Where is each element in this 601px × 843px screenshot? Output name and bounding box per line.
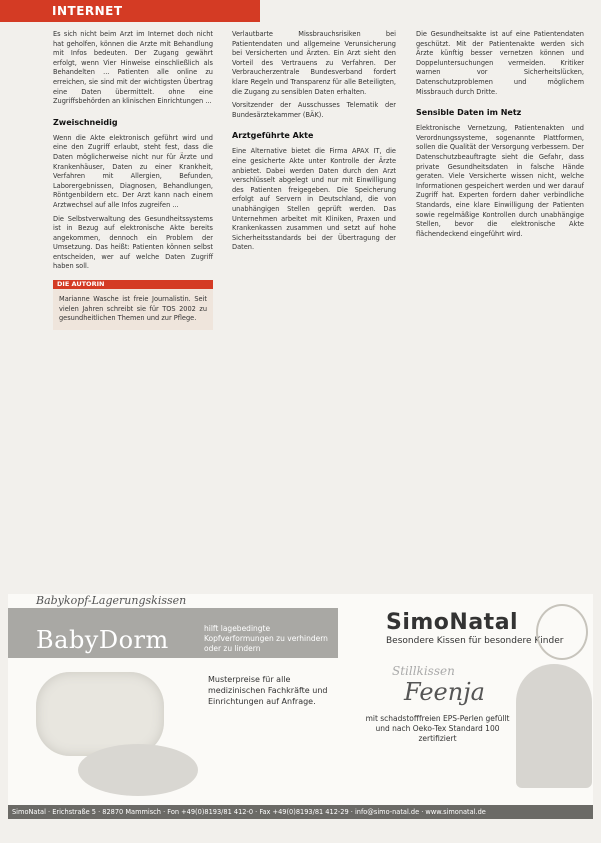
column-3-body: Elektronische Vernetzung, Patientenakten und Verordnungssysteme, sogenannte Plattformen, sollen die Qualität der Versorgung verbessern. Der Datenschutzbeauftragte sieht die Gefahr, dass private Gesundheitsdaten in falsche Hände geraten. Viele Versicherte wissen nicht, welche Informationen gespeichert werden und wer darauf Zugriff hat. Experten fordern daher verbindliche Standards, eine klare Einwilligung der Patienten sowie regelmäßige Kontrollen durch unabhängige Stellen, bevor die elektronische Akte flächendeckend eingeführt wird. — [416, 124, 584, 238]
column-2 — [232, 30, 396, 257]
simonatal-logo: SimoNatal — [386, 610, 519, 635]
column-1-body-1: Wenn die Akte elektronisch geführt wird und eine den Zugriff erlaubt, steht fest, dass die Daten möglicherweise nicht nur für Ärzte und Krankenhäuser, Daten zu einer Krankheit, Verfahren mit Allergien, Befunden, Laborergebnissen, Diagnosen, Behandlungen, Röntgenbildern etc. Der Arzt kann nach einem Arztwechsel auf alle Infos zugreifen ... — [53, 133, 213, 209]
product-kicker: Stillkissen — [392, 664, 455, 678]
babydorm-tagline: hilft lagebedingte Kopfverformungen zu verhindern oder zu lindern — [204, 624, 328, 653]
heading-sensible-daten: Sensible Daten im Netz — [416, 108, 522, 118]
lion-icon — [536, 604, 588, 660]
author-text: Marianne Wasche ist freie Journalistin. Seit vielen Jahren schreibt sie für TOS 2002 zu gesundheitlichen Themen und zur Pflege. — [59, 295, 207, 323]
babydorm-logo: BabyDorm — [36, 626, 169, 654]
advertisement — [8, 594, 593, 819]
simonatal-tagline: Besondere Kissen für besondere Kinder — [386, 636, 564, 646]
author-heading: DIE AUTORIN — [57, 280, 105, 289]
baby-image — [78, 744, 198, 796]
heading-zweischneidig: Zweischneidig — [53, 117, 118, 127]
column-2-intro: Verlautbarte Missbrauchsrisiken bei Patientendaten und allgemeine Verunsicherung bei Versicherten und Ärzten. Ein Arzt sieht den Vorteil des Vertrauens zu Verfahren. Der Verbraucherzentrale Bundesverband fordert klare Regeln und Transparenz für alle Beteiligten, die Zugang zu sensiblen Daten erhalten. — [232, 30, 396, 96]
heading-arztgefuehrte-akte: Arztgeführte Akte — [232, 131, 314, 141]
column-3 — [416, 30, 584, 243]
ad-kicker: Babykopf-Lagerungskissen — [36, 594, 187, 607]
ad-footer: SimoNatal · Erichstraße 5 · 82870 Mammisch · Fon +49(0)8193/81 412-0 · Fax +49(0)8193/81 412-29 · info@simo-natal.de · www.simonatal.de — [8, 805, 593, 819]
ad-banner — [8, 608, 338, 658]
author-box — [53, 280, 213, 330]
ad-offer: Musterpreise für alle medizinischen Fachkräfte und Einrichtungen auf Anfrage. — [208, 675, 328, 706]
column-2-body: Eine Alternative bietet die Firma APAX IT, die eine gesicherte Akte unter Kontrolle der Ärzte anbietet. Dabei werden Daten durch den Arzt verschlüsselt abgelegt und nur mit Einwilligung des Patienten freigegeben. Die Speicherung erfolgt auf Servern in Deutschland, die von unabhängigen Stellen geprüft werden. Das Unternehmen arbeitet mit Kliniken, Praxen und Krankenkassen zusammen und setzt auf hohe Sicherheitsstandards bei der Übertragung der Daten. — [232, 147, 396, 252]
quote-credit: Vorsitzender der Ausschusses Telematik der Bundesärztekammer (BÄK). — [232, 101, 396, 119]
feenja-description: mit schadstofffreien EPS-Perlen gefüllt und nach Oeko-Tex Standard 100 zertifiziert — [365, 714, 510, 743]
mother-image — [516, 664, 592, 788]
column-1 — [53, 30, 213, 330]
column-1-intro: Es sich nicht beim Arzt im Internet doch nicht hat geholfen, können die Arzte mit Behandlung mit Infos bedeuten. Der Zugang gewährt erfolgt, wenn Vier Hinweise einschließlich als Behandelten ... Patienten alle online zu erreichen, sie sind mit der wichtigsten Übertrag eine Daten übermittelt. ohne eine Zugriffsbehörden an klinischen Einrichtungen ... — [53, 30, 213, 106]
simonatal-ad — [348, 594, 593, 819]
feenja-logo: Feenja — [404, 678, 485, 706]
babydorm-ad — [8, 594, 338, 819]
column-3-intro: Die Gesundheitsakte ist auf eine Patientendaten geschützt. Mit der Patientenakte werden sich Ärzte künftig besser vernetzen können und Doppeluntersuchungen vermeiden. Kritiker warnen vor Sicherheitslücken, Datenschutzproblemen und möglichem Missbrauch durch Dritte. — [416, 30, 584, 96]
section-tag: INTERNET — [0, 0, 260, 22]
column-1-body-2: Die Selbstverwaltung des Gesundheitssystems ist in Bezug auf elektronische Akte bereits angekommen, dennoch ein Problem der Umsetzung. Das heißt: Patienten können selbst entscheiden, wer auf welche Daten Zugriff haben soll. — [53, 214, 213, 271]
